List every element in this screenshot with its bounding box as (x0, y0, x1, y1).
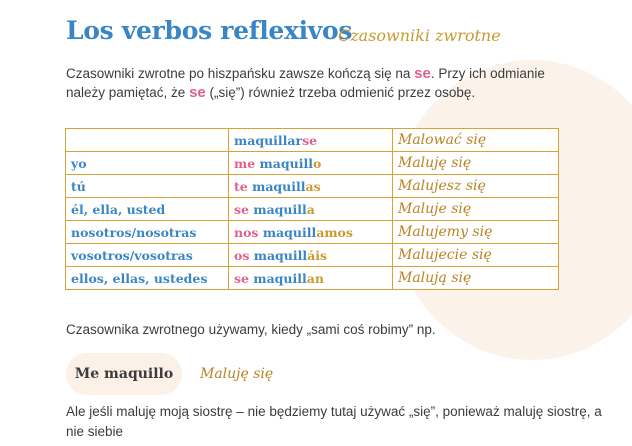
person-cell: vosotros/vosotras (66, 244, 229, 267)
person-cell: yo (66, 152, 229, 175)
reflexive-pronoun: se (234, 270, 249, 286)
conjugation-cell (229, 267, 393, 290)
person-cell: nosotros/nosotras (66, 221, 229, 244)
intro-text-2: . Przy ich odmianie należy pamiętać, że (66, 66, 545, 100)
verb-ending: an (306, 270, 324, 286)
conjugation-cell (229, 152, 393, 175)
conjugation-cell (229, 198, 393, 221)
table-row (66, 221, 559, 244)
reflexive-pronoun: se (234, 201, 249, 217)
example-polish: Maluję się (200, 366, 274, 382)
page-title: Los verbos reflexivos (66, 16, 353, 45)
infinitive-ending: se (302, 132, 318, 148)
intro-paragraph (66, 64, 586, 102)
header-person-cell (66, 129, 229, 152)
verb-ending: áis (307, 247, 328, 263)
closing-paragraph: Ale jeśli maluję moją siostrę – nie będziemy tutaj używać „się”, ponieważ maluję siostrę, a nie siebie (66, 404, 602, 439)
conjugation-cell (229, 221, 393, 244)
translation-cell: Maluję się (393, 152, 559, 175)
table-row (66, 198, 559, 221)
conjugation-cell (229, 244, 393, 267)
person-cell: ellos, ellas, ustedes (66, 267, 229, 290)
se-highlight-2: se (189, 84, 206, 101)
reflexive-pronoun: os (234, 247, 250, 263)
translation-cell: Malujemy się (393, 221, 559, 244)
conjugation-cell (229, 175, 393, 198)
translation-cell: Maluje się (393, 198, 559, 221)
verb-stem: maquill (253, 270, 307, 286)
table-row (66, 244, 559, 267)
example-spanish: Me maquillo (66, 353, 182, 395)
conjugation-table (65, 128, 559, 290)
person-cell: él, ella, usted (66, 198, 229, 221)
table-row (66, 152, 559, 175)
verb-ending: as (305, 178, 321, 194)
usage-sentence: Czasownika zwrotnego używamy, kiedy „sami coś robimy” np. (66, 322, 436, 337)
infinitive-stem: maquillar (234, 132, 303, 148)
table-row (66, 267, 559, 290)
header-translation-cell: Malować się (393, 129, 559, 152)
reflexive-pronoun: te (234, 178, 248, 194)
verb-stem: maquill (262, 224, 317, 240)
reflexive-pronoun: me (234, 155, 256, 171)
verb-ending: a (306, 201, 315, 217)
verb-ending: o (312, 155, 322, 171)
intro-text-1: Czasowniki zwrotne po hiszpańsku zawsze kończą się na (66, 66, 415, 81)
verb-stem: maquill (259, 155, 313, 171)
verb-ending: amos (316, 224, 353, 240)
se-highlight: se (414, 65, 431, 82)
verb-stem: maquill (253, 201, 307, 217)
verb-stem: maquill (253, 247, 308, 263)
intro-text-3: („się”) również trzeba odmienić przez osobę. (205, 85, 476, 100)
page-subtitle: Czasowniki zwrotne (338, 26, 501, 45)
translation-cell: Malują się (393, 267, 559, 290)
verb-stem: maquill (252, 178, 306, 194)
reflexive-pronoun: nos (234, 224, 259, 240)
translation-cell: Malujecie się (393, 244, 559, 267)
table-header-row (66, 129, 559, 152)
person-cell: tú (66, 175, 229, 198)
table-row (66, 175, 559, 198)
translation-cell: Malujesz się (393, 175, 559, 198)
header-infinitive-cell (229, 129, 393, 152)
